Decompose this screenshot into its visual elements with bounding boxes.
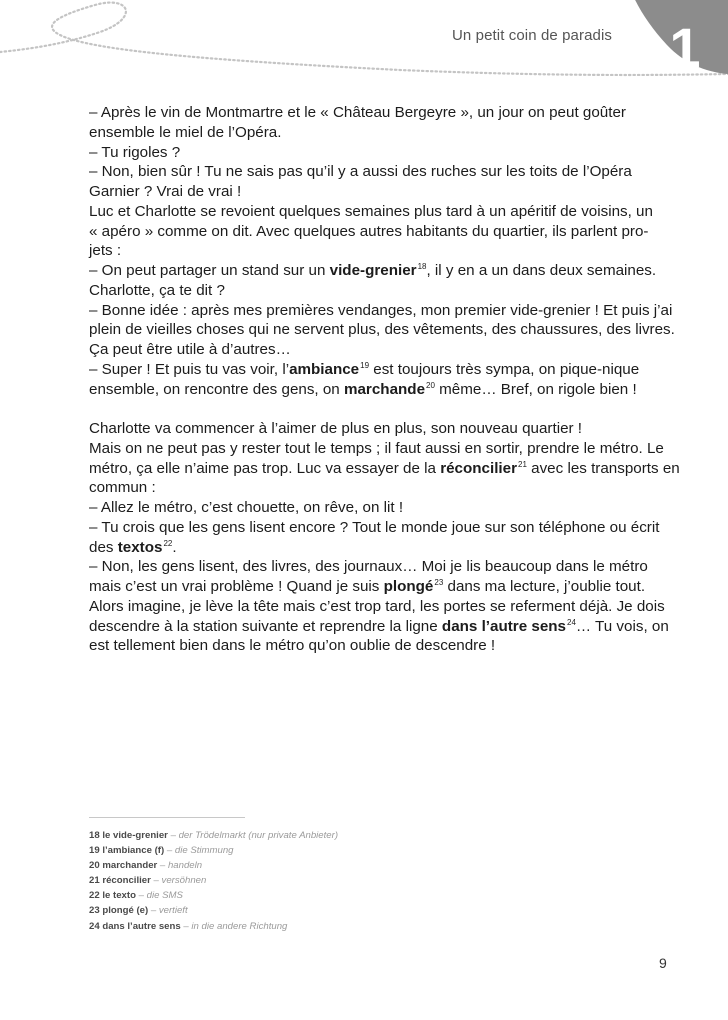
text-line: jets :	[89, 242, 122, 260]
footnote-dash: –	[148, 905, 159, 917]
text-line: plein de vieilles choses qui ne servent plus, des vêtements, des chaussures, des livres.	[89, 321, 675, 339]
footnote-term: 23 plongé (e)	[89, 905, 149, 917]
text-line: – Allez le métro, c’est chouette, on rêve, on lit !	[89, 499, 404, 516]
footnote-item	[89, 873, 338, 888]
text-line: – Non, bien sûr ! Tu ne sais pas qu’il y a aussi des ruches sur les toits de l’Opéra	[89, 163, 632, 181]
footnote-ref: 23	[434, 578, 444, 587]
footnote-item	[89, 919, 338, 934]
footnote-dash: –	[180, 920, 192, 932]
text-line: Alors imagine, je lève la tête mais c’est trop tard, les portes se referment déjà. Je dois	[89, 597, 665, 615]
vocab-term: dans l’autre sens	[441, 617, 567, 635]
dotted-swirl-decoration	[0, 0, 728, 80]
text-line: Mais on ne peut pas y rester tout le temps ; il faut aussi en sortir, prendre le métro. Le	[89, 439, 664, 457]
footnote-dash: –	[167, 830, 179, 841]
footnote-ref: 22	[163, 538, 173, 548]
footnote-ref: 19	[360, 360, 370, 370]
footnote-translation: vertieft	[158, 905, 188, 917]
text-line: Charlotte va commencer à l’aimer de plus en plus, son nouveau quartier !	[89, 420, 583, 437]
body-text	[89, 103, 680, 656]
text-line: Luc et Charlotte se revoient quelques semaines plus tard à un apéritif de voisins, un	[89, 202, 653, 220]
text-line: Ça peut être utile à d’autres…	[89, 341, 291, 358]
footnote-item	[89, 858, 338, 873]
footnote-term: 21 réconcilier	[89, 875, 151, 887]
footnote-term: 20 marchander	[89, 860, 158, 872]
text-line: Garnier ? Vrai de vrai !	[89, 183, 242, 200]
footnote-translation: in die andere Richtung	[191, 920, 288, 932]
footnote-ref: 20	[426, 380, 435, 390]
vocab-term: plongé	[383, 578, 434, 595]
footnote-divider	[89, 817, 245, 818]
text-line: commun :	[89, 479, 156, 497]
footnote-item	[89, 903, 338, 918]
footnote-term: 24 dans l’autre sens	[89, 920, 181, 932]
footnote-dash: –	[150, 875, 162, 887]
footnote-ref: 21	[518, 459, 527, 469]
footnote-item	[89, 828, 338, 843]
footnote-translation: handeln	[167, 860, 203, 872]
text-line: Charlotte, ça te dit ?	[89, 281, 225, 299]
footnote-item	[89, 888, 338, 903]
footnote-ref: 24	[567, 617, 576, 627]
footnote-term: 19 l’ambiance (f)	[89, 845, 165, 857]
footnote-term: 22 le texto	[89, 890, 136, 902]
text-line: descendre à la station suivante et reprendre la ligne dans l’autre sens$^{24}$… Tu vois, on	[89, 617, 669, 635]
footnotes	[89, 828, 338, 934]
page-number: 9	[659, 955, 667, 971]
running-title: Un petit coin de paradis	[452, 27, 612, 44]
text-line: – Non, les gens lisent, des livres, des journaux… Moi je lis beaucoup dans le métro	[89, 558, 648, 576]
vocab-term: vide-grenier	[329, 262, 417, 279]
footnote-translation: die SMS	[146, 890, 183, 902]
text-line: des textos$^{22}$.	[89, 538, 177, 556]
text-line: – Tu rigoles ?	[89, 143, 181, 161]
text-line: « apéro » comme on dit. Avec quelques autres habitants du quartier, ils parlent pro-	[89, 222, 649, 240]
footnote-ref: 18	[417, 262, 427, 271]
vocab-term: marchande	[343, 380, 426, 398]
text-line: – Super ! Et puis tu vas voir, l’ambiance$^{19}$ est toujours très sympa, on pique-nique	[89, 360, 640, 378]
text-line: métro, ça elle n’aime pas trop. Luc va essayer de la réconcilier$^{21}$ avec les transports en	[89, 459, 680, 477]
footnote-translation: versöhnen	[161, 875, 207, 887]
text-line: ensemble, on rencontre des gens, on marchande$^{20}$ même… Bref, on rigole bien !	[89, 380, 637, 398]
paragraph-gap	[89, 399, 669, 419]
text-line: ensemble le miel de l’Opéra.	[89, 123, 282, 141]
vocab-term: ambiance	[289, 360, 360, 378]
text-line: mais c’est un vrai problème ! Quand je suis plongé$^{23}$ dans ma lecture, j’oublie tout.	[89, 578, 646, 595]
footnote-item	[89, 843, 338, 858]
vocab-term: réconcilier	[440, 459, 518, 477]
text-line: est tellement bien dans le métro qu’on oublie de descendre !	[89, 637, 496, 655]
vocab-term: textos	[117, 538, 163, 556]
footnote-dash: –	[135, 890, 147, 902]
text-line: – Après le vin de Montmartre et le « Château Bergeyre », un jour on peut goûter	[89, 104, 626, 121]
chapter-number: 1	[669, 16, 701, 79]
footnote-translation: die Stimmung	[174, 845, 234, 857]
text-line: – Bonne idée : après mes premières vendanges, mon premier vide-grenier ! Et puis j’ai	[89, 301, 673, 319]
footnote-term: 18 le vide-grenier	[89, 830, 168, 841]
footnote-translation: der Trödelmarkt (nur private Anbieter)	[178, 830, 339, 841]
footnote-dash: –	[164, 845, 175, 857]
text-line: – On peut partager un stand sur un vide-grenier$^{18}$, il y en a un dans deux semaines.	[89, 262, 657, 279]
footnote-dash: –	[157, 860, 168, 872]
text-line: – Tu crois que les gens lisent encore ? Tout le monde joue sur son téléphone ou écrit	[89, 518, 660, 536]
